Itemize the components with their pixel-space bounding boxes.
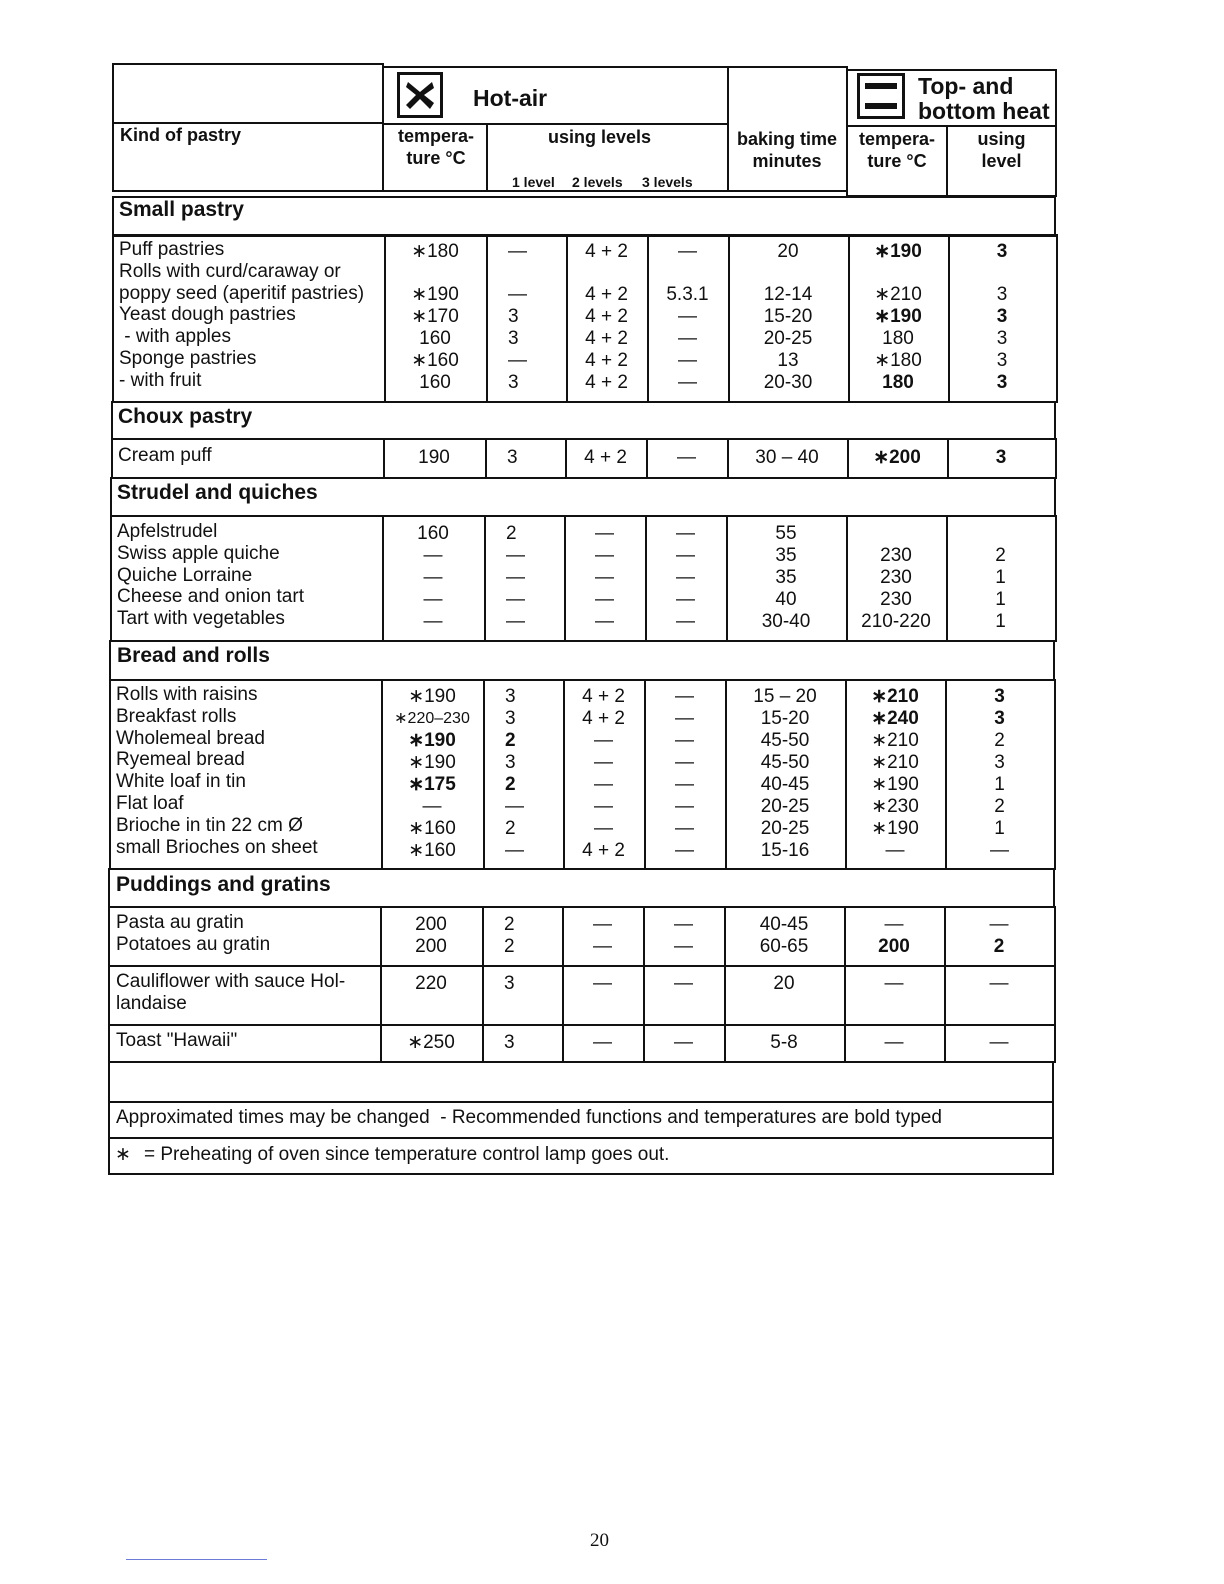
- pastry-name: Rolls with raisins: [116, 684, 258, 705]
- pastry-name: landaise: [116, 992, 187, 1014]
- pastry-name: Cream puff: [118, 445, 212, 466]
- pastry-name: small Brioches on sheet: [116, 836, 318, 858]
- baking-time-value: 40-45: [760, 774, 810, 795]
- hotair-temp: ∗160: [408, 818, 456, 839]
- baking-time-value: 13: [777, 350, 799, 371]
- hotair-temp: ∗160: [408, 840, 456, 861]
- level-2-value: 4 + 2: [585, 328, 628, 349]
- tb-temp-label-2: ture °C: [867, 151, 927, 171]
- baking-time-value: 30 – 40: [755, 447, 819, 468]
- bottom-rule: [126, 1559, 267, 1560]
- tb-temp-value: 180: [882, 372, 914, 393]
- tb-level-value: 3: [996, 350, 1008, 371]
- hotair-temp: 190: [418, 447, 450, 468]
- level-2-value: 4 + 2: [585, 306, 628, 327]
- level-2-value: 4 + 2: [584, 447, 627, 468]
- tb-temp-value: ∗210: [871, 730, 919, 751]
- level-2-value: 4 + 2: [582, 686, 625, 707]
- tb-level-value: 2: [994, 796, 1005, 817]
- pastry-name: Cheese and onion tart: [117, 586, 304, 608]
- level-3-value: —: [674, 914, 693, 935]
- pastry-name: Wholemeal bread: [116, 727, 265, 749]
- level1-cell: [486, 234, 568, 403]
- section-choux-pastry: [111, 401, 1056, 440]
- tb-temp-value: ∗190: [871, 818, 919, 839]
- tb-temp-value: ∗190: [874, 241, 922, 262]
- level-3-value: —: [676, 611, 695, 632]
- tb-temp-value: 230: [880, 589, 912, 610]
- level-2-value: —: [593, 936, 612, 957]
- level-1-value: 3: [505, 752, 516, 773]
- level-2-value: —: [594, 752, 613, 773]
- footer-note-bold: Approximated times may be changed - Recommended functions and temperatures are bold typed: [116, 1107, 942, 1128]
- hotair-temp: ∗160: [411, 350, 459, 371]
- tb-using-label-2: level: [981, 151, 1022, 171]
- level-1-label: 1 level: [512, 174, 555, 190]
- level-2-value: 4 + 2: [582, 840, 625, 861]
- level-1-value: 3: [505, 686, 516, 707]
- baking-time-value: 12-14: [763, 284, 813, 305]
- level-3-value: —: [676, 567, 695, 588]
- tb-temp-value: 200: [878, 936, 910, 957]
- page-number: 20: [590, 1530, 609, 1551]
- level1-cell: [483, 679, 565, 870]
- tb-level-value: 3: [996, 241, 1008, 262]
- section-title: Choux pastry: [118, 405, 253, 428]
- tb-level-value: 1: [994, 818, 1005, 839]
- baking-time-value: 20-30: [763, 372, 813, 393]
- level-2-value: 4 + 2: [582, 708, 625, 729]
- level-1-value: 3: [504, 1032, 515, 1053]
- level-2-value: 4 + 2: [585, 372, 628, 393]
- hotair-temp: ∗180: [411, 241, 459, 262]
- level-2-value: 4 + 2: [585, 350, 628, 371]
- baking-time-label-1: baking time: [736, 129, 838, 149]
- level-1-value: 3: [508, 328, 519, 349]
- baking-time-value: 20-25: [760, 818, 810, 839]
- baking-time-value: 15-16: [760, 840, 810, 861]
- level-2-value: —: [594, 730, 613, 751]
- baking-time-value: 15 – 20: [753, 686, 817, 707]
- pastry-name: Swiss apple quiche: [117, 542, 280, 564]
- pastry-name: poppy seed (aperitif pastries): [119, 282, 365, 304]
- level-1-value: 3: [508, 372, 519, 393]
- hotair-temp: ∗190: [408, 752, 456, 773]
- hotair-temp: 160: [417, 523, 449, 544]
- tb-level-value: —: [989, 1032, 1009, 1053]
- level-1-value: 2: [505, 774, 516, 795]
- tb-temp-value: ∗240: [871, 708, 919, 729]
- pastry-name: Potatoes au gratin: [116, 933, 271, 955]
- hotair-temp: 200: [415, 936, 447, 957]
- baking-time-value: 35: [775, 545, 797, 566]
- pastry-name: Sponge pastries: [119, 348, 257, 369]
- baking-time-value: 5-8: [770, 1032, 798, 1053]
- level-1-value: —: [505, 840, 524, 861]
- level-3-value: —: [675, 796, 694, 817]
- level-1-value: —: [508, 350, 527, 371]
- baking-time-label-2: minutes: [752, 151, 822, 171]
- level-2-value: —: [593, 973, 612, 994]
- tb-level-value: 3: [994, 708, 1005, 729]
- level-3-value: —: [676, 523, 695, 544]
- tb-title-1: Top- and: [918, 73, 1014, 99]
- baking-time-value: 55: [775, 523, 797, 544]
- hotair-title: Hot-air: [473, 85, 548, 111]
- baking-time-value: 60-65: [759, 936, 809, 957]
- section-title: Strudel and quiches: [117, 481, 318, 504]
- footer-blank-row: [108, 1061, 1054, 1103]
- hotair-temp: ∗190: [411, 284, 459, 305]
- baking-time-value: 20-25: [763, 328, 813, 349]
- tb-temp-value: ∗230: [871, 796, 919, 817]
- level-1-value: 3: [508, 306, 519, 327]
- tb-level-value: 3: [996, 284, 1008, 305]
- tb-level-value: 2: [993, 936, 1005, 957]
- level-2-value: 4 + 2: [585, 241, 628, 262]
- level-2-value: —: [593, 914, 612, 935]
- pastry-name: Toast "Hawaii": [116, 1030, 238, 1051]
- tb-level-value: 2: [994, 730, 1005, 751]
- pastry-name: Ryemeal bread: [116, 749, 245, 771]
- level-3-value: —: [675, 708, 694, 729]
- tb-temp-value: 180: [882, 328, 914, 349]
- level-2-value: —: [594, 774, 613, 795]
- pastry-name: Flat loaf: [116, 793, 184, 814]
- level-1-value: 3: [507, 447, 518, 468]
- level-1-value: —: [505, 796, 524, 817]
- pastry-name: White loaf in tin: [116, 771, 246, 793]
- hotair-temp: ∗170: [411, 306, 459, 327]
- section-small-pastry: [112, 196, 1056, 237]
- baking-time-value: 20: [777, 241, 799, 262]
- tb-temp-value: —: [885, 840, 905, 861]
- level-3-label: 3 levels: [642, 174, 693, 190]
- pastry-name: Tart with vegetables: [117, 608, 285, 630]
- hotair-temp: 160: [419, 372, 451, 393]
- level-3-value: —: [674, 973, 693, 994]
- tb-temp-value: —: [884, 1032, 904, 1053]
- level-1-value: —: [506, 545, 525, 566]
- level-1-value: 2: [506, 523, 517, 544]
- level-1-value: —: [508, 241, 527, 262]
- level-2-value: —: [593, 1032, 612, 1053]
- hotair-temp: ∗250: [407, 1032, 455, 1053]
- level-3-value: —: [678, 350, 697, 371]
- level-1-value: —: [506, 589, 525, 610]
- level-3-value: —: [678, 372, 697, 393]
- tb-level-value: 1: [994, 774, 1005, 795]
- tb-level-value: 1: [995, 589, 1006, 610]
- tb-temp-value: ∗200: [873, 447, 921, 468]
- baking-time-value: 40: [775, 589, 797, 610]
- level-3-value: 5.3.1: [666, 284, 709, 305]
- level-2-value: —: [595, 567, 614, 588]
- level-3-value: —: [675, 818, 694, 839]
- fan-icon: [397, 72, 443, 118]
- tb-temp-label-1: tempera-: [858, 129, 936, 149]
- level-3-value: —: [678, 241, 697, 262]
- level-2-value: —: [594, 796, 613, 817]
- level-3-value: —: [675, 752, 694, 773]
- level-2-value: —: [595, 545, 614, 566]
- level-2-value: 4 + 2: [585, 284, 628, 305]
- baking-time-value: 45-50: [760, 730, 810, 751]
- level1-cell: [484, 515, 566, 642]
- hotair-temp: 220: [415, 973, 447, 994]
- pastry-name: Yeast dough pastries: [119, 304, 296, 326]
- tb-temp-value: 210-220: [861, 611, 931, 632]
- tb-level-value: 3: [996, 328, 1008, 349]
- tb-temp-value: ∗190: [874, 306, 922, 327]
- tb-temp-value: ∗210: [874, 284, 922, 305]
- pastry-name: Breakfast rolls: [116, 705, 237, 727]
- baking-time-value: 30-40: [761, 611, 811, 632]
- tb-temp-value: ∗210: [871, 686, 919, 707]
- tb-level-value: 2: [995, 545, 1006, 566]
- level-3-value: —: [674, 936, 693, 957]
- tb-level-value: —: [989, 914, 1009, 935]
- baking-time-value: 15-20: [763, 306, 813, 327]
- tb-using-label-1: using: [977, 129, 1026, 149]
- hotair-temp: 200: [415, 914, 447, 935]
- level-1-value: 3: [505, 708, 516, 729]
- tb-level-value: 3: [996, 306, 1008, 327]
- pastry-name: Brioche in tin 22 cm Ø: [116, 814, 303, 836]
- tb-temp-value: 230: [880, 567, 912, 588]
- level-3-value: —: [675, 686, 694, 707]
- level1-cell: [482, 965, 564, 1026]
- level-3-value: —: [675, 774, 694, 795]
- hotair-temp: —: [423, 611, 443, 632]
- level1-cell: [482, 906, 564, 967]
- hotair-temp: —: [422, 796, 442, 817]
- hotair-temp-label-2: ture °C: [406, 148, 466, 168]
- baking-time-value: 20-25: [760, 796, 810, 817]
- hotair-temp: ∗190: [408, 686, 456, 707]
- level1-cell: [485, 438, 567, 479]
- level-3-value: —: [675, 840, 694, 861]
- pastry-name: Apfelstrudel: [117, 521, 218, 542]
- pastry-name: Puff pastries: [119, 239, 225, 260]
- hotair-temp: —: [423, 589, 443, 610]
- tb-title-2: bottom heat: [918, 98, 1050, 124]
- tb-level-value: 3: [995, 447, 1007, 468]
- baking-time-value: 45-50: [760, 752, 810, 773]
- level-3-value: —: [678, 328, 697, 349]
- tb-temp-value: ∗180: [874, 350, 922, 371]
- level-2-label: 2 levels: [572, 174, 623, 190]
- pastry-name: Rolls with curd/caraway or: [119, 260, 341, 282]
- level-3-value: —: [676, 589, 695, 610]
- tb-level-value: 3: [994, 686, 1005, 707]
- level-3-value: —: [674, 1032, 693, 1053]
- tb-level-value: —: [990, 840, 1009, 861]
- hotair-temp: ∗190: [408, 730, 456, 751]
- tb-level-value: 1: [995, 611, 1006, 632]
- level-1-value: 2: [505, 730, 516, 751]
- hotair-temp: —: [423, 567, 443, 588]
- level-2-value: —: [595, 523, 614, 544]
- header-kind-of-pastry: Kind of pastry: [120, 125, 242, 145]
- level-1-value: 2: [505, 818, 516, 839]
- level-1-value: 3: [504, 973, 515, 994]
- tb-level-value: —: [989, 973, 1009, 994]
- footer-preheat-symbol: ∗: [115, 1144, 131, 1165]
- tb-temp-value: —: [884, 914, 904, 935]
- section-title: Puddings and gratins: [116, 873, 331, 896]
- hotair-temp: ∗220–230: [394, 710, 470, 727]
- level-1-value: —: [506, 567, 525, 588]
- level-1-value: 2: [504, 914, 515, 935]
- level-2-value: —: [595, 589, 614, 610]
- level-2-value: —: [595, 611, 614, 632]
- pastry-name: Cauliflower with sauce Hol-: [116, 971, 346, 992]
- pastry-name: Quiche Lorraine: [117, 564, 253, 586]
- baking-time-value: 20: [773, 973, 795, 994]
- footer-preheat-note: = Preheating of oven since temperature control lamp goes out.: [144, 1144, 670, 1165]
- level-3-value: —: [675, 730, 694, 751]
- hotair-temp-label-1: tempera-: [397, 126, 475, 146]
- baking-time-value: 40-45: [759, 914, 809, 935]
- tb-temp-value: ∗210: [871, 752, 919, 773]
- level1-cell: [482, 1024, 564, 1063]
- hotair-temp: —: [423, 545, 443, 566]
- level-1-value: 2: [504, 936, 515, 957]
- section-title: Bread and rolls: [117, 644, 270, 667]
- hotair-temp: ∗175: [408, 774, 456, 795]
- hotair-temp: 160: [419, 328, 451, 349]
- level-3-value: —: [676, 545, 695, 566]
- tb-level-value: 3: [994, 752, 1005, 773]
- tb-temp-value: 230: [880, 545, 912, 566]
- top-bottom-heat-icon: [857, 73, 905, 119]
- section-title: Small pastry: [119, 198, 244, 221]
- tb-temp-value: —: [884, 973, 904, 994]
- level-3-value: —: [677, 447, 696, 468]
- baking-time-value: 35: [775, 567, 797, 588]
- tb-level-value: 1: [995, 567, 1006, 588]
- level-1-value: —: [506, 611, 525, 632]
- pastry-name: Pasta au gratin: [116, 912, 244, 933]
- baking-time-value: 15-20: [760, 708, 810, 729]
- level-2-value: —: [594, 818, 613, 839]
- tb-temp-value: ∗190: [871, 774, 919, 795]
- level-1-value: —: [508, 284, 527, 305]
- level-3-value: —: [678, 306, 697, 327]
- pastry-name: - with fruit: [119, 369, 202, 391]
- using-levels-label: using levels: [548, 127, 652, 147]
- tb-level-value: 3: [996, 372, 1008, 393]
- pastry-name: - with apples: [119, 326, 231, 348]
